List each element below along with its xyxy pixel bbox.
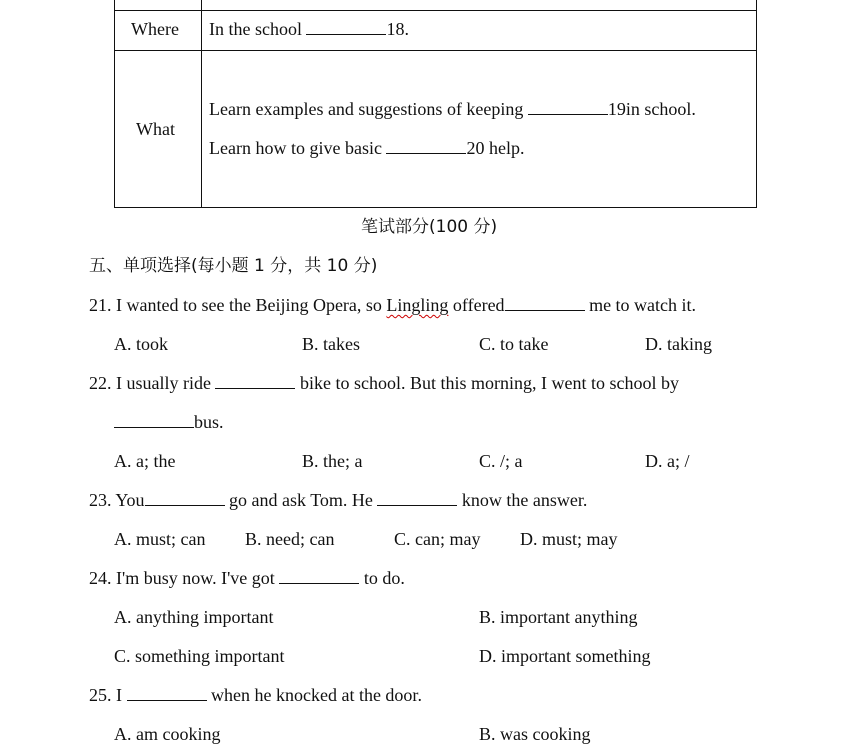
option-24-d: D. important something (479, 646, 651, 666)
table-row-divider (115, 10, 756, 11)
option-23-a: A. must; can (114, 529, 206, 549)
option-22-b: B. the; a (302, 451, 363, 471)
option-25-a: A. am cooking (114, 724, 221, 744)
option-21-c: C. to take (479, 334, 549, 354)
answer-blank (306, 19, 386, 35)
answer-blank (127, 685, 207, 701)
table-cell-where: In the school 18. (209, 19, 409, 39)
written-part-title: 笔试部分(100 分) (361, 217, 498, 237)
question-24-stem: 24. I'm busy now. I've got to do. (89, 568, 405, 588)
table-cell-what-line-2: Learn how to give basic 20 help. (209, 138, 525, 158)
table-label-what: What (136, 119, 175, 139)
table-column-divider (201, 0, 202, 207)
answer-blank (377, 490, 457, 506)
answer-blank (505, 295, 585, 311)
option-23-d: D. must; may (520, 529, 618, 549)
option-21-a: A. took (114, 334, 168, 354)
answer-blank (386, 138, 466, 154)
table-row-divider (115, 50, 756, 51)
question-22-stem-line-2: bus. (114, 411, 224, 433)
question-22-stem: 22. I usually ride bike to school. But this morning, I went to school by (89, 373, 679, 393)
answer-blank (145, 490, 225, 506)
section-five-title: 五、单项选择(每小题 1 分，共 10 分) (89, 256, 378, 276)
option-22-a: A. a; the (114, 451, 176, 471)
option-22-d: D. a; / (645, 451, 690, 471)
question-25-stem: 25. I when he knocked at the door. (89, 685, 422, 705)
answer-blank (528, 99, 608, 115)
option-23-c: C. can; may (394, 529, 481, 549)
table-label-where: Where (131, 19, 179, 39)
answer-blank (215, 373, 295, 389)
option-24-a: A. anything important (114, 607, 274, 627)
misspelling-underline: Lingling (386, 295, 449, 315)
info-table (114, 0, 757, 208)
option-22-c: C. /; a (479, 451, 523, 471)
option-24-b: B. important anything (479, 607, 638, 627)
answer-blank (114, 412, 194, 428)
option-21-d: D. taking (645, 334, 712, 354)
option-24-c: C. something important (114, 646, 285, 666)
question-21-stem: 21. I wanted to see the Beijing Opera, so Lingling offered me to watch it. (89, 295, 697, 315)
question-23-stem: 23. You go and ask Tom. He know the answer. (89, 490, 588, 510)
option-25-b: B. was cooking (479, 724, 591, 744)
option-21-b: B. takes (302, 334, 360, 354)
table-cell-what-line-1: Learn examples and suggestions of keeping 19in school. (209, 99, 696, 119)
answer-blank (279, 568, 359, 584)
option-23-b: B. need; can (245, 529, 335, 549)
